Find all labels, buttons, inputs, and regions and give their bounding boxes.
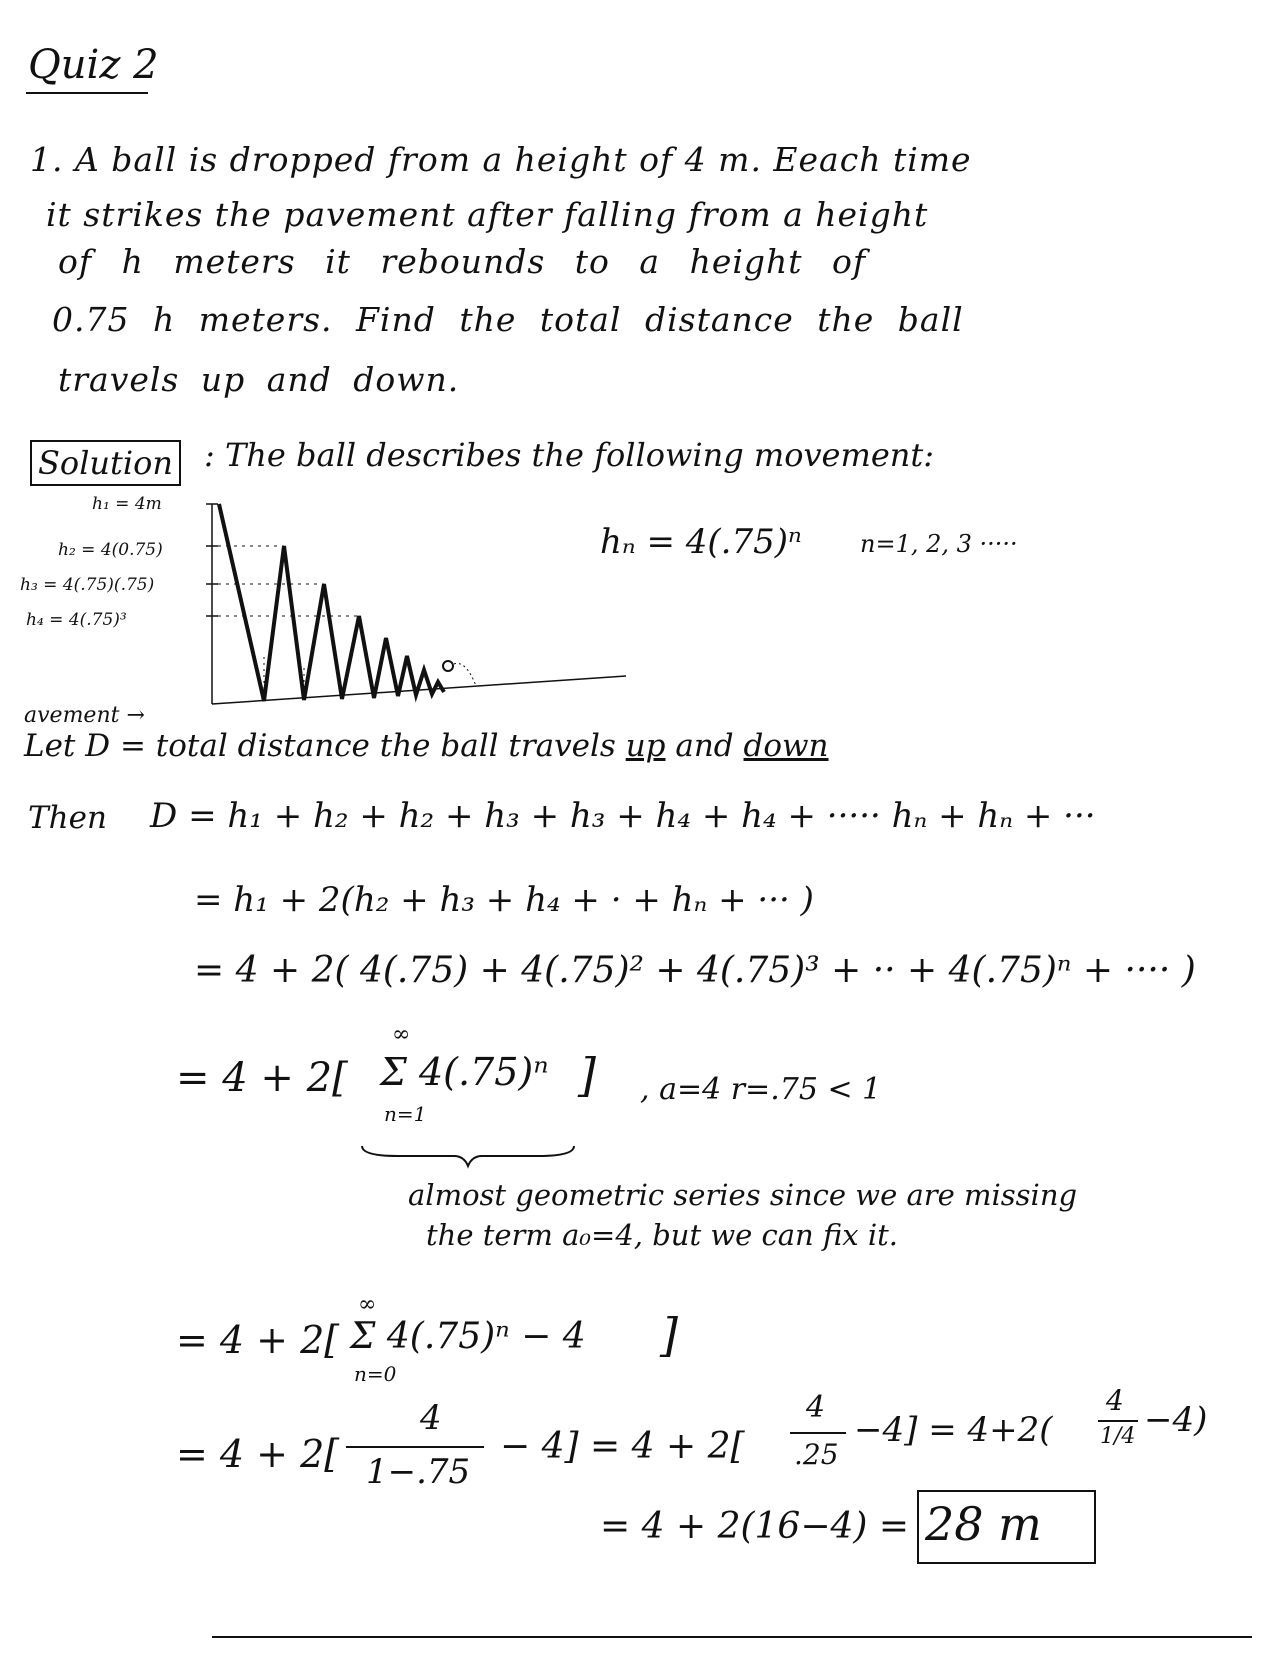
quiz-title: Quiz 2 bbox=[28, 42, 159, 88]
derivation-line-2: = h₁ + 2(h₂ + h₃ + h₄ + · + hₙ + ··· ) bbox=[194, 880, 814, 920]
series-params: , a=4 r=.75 < 1 bbox=[640, 1072, 882, 1107]
let-d-line: Let D = total distance the ball travels up and down bbox=[24, 728, 829, 764]
solution-box: Solution bbox=[30, 440, 181, 486]
label-h2: h₂ = 4(0.75) bbox=[58, 540, 163, 560]
frac2-den: .25 bbox=[794, 1438, 839, 1471]
sum-1-top: ∞ bbox=[392, 1022, 411, 1047]
derivation-line-5-suffix: ] bbox=[660, 1308, 678, 1362]
label-pavement: avement → bbox=[24, 703, 145, 728]
frac3-bar bbox=[1098, 1420, 1138, 1422]
ball bbox=[443, 661, 453, 671]
brace-note-1: almost geometric series since we are missing bbox=[408, 1178, 1078, 1212]
problem-line-5: travels up and down. bbox=[58, 360, 460, 399]
sum-1-body: Σ 4(.75)ⁿ bbox=[380, 1050, 549, 1094]
problem-line-2: it strikes the pavement after falling from a height bbox=[46, 195, 929, 234]
derivation-line-4-suffix: ] bbox=[578, 1048, 596, 1102]
sum-2-top: ∞ bbox=[358, 1292, 377, 1317]
title-underline bbox=[26, 92, 148, 94]
label-h1: h₁ = 4m bbox=[92, 494, 162, 514]
sum-1-bottom: n=1 bbox=[384, 1102, 427, 1126]
underbrace bbox=[358, 1140, 578, 1170]
derivation-line-7: = 4 + 2(16−4) = bbox=[600, 1506, 910, 1547]
label-h4: h₄ = 4(.75)³ bbox=[26, 610, 127, 630]
derivation-line-1: D = h₁ + h₂ + h₂ + h₃ + h₃ + h₄ + h₄ + ····· hₙ + hₙ + ··· bbox=[150, 796, 1096, 836]
problem-line-3: of h meters it rebounds to a height of bbox=[58, 242, 867, 281]
sum-2-bottom: n=0 bbox=[354, 1362, 397, 1386]
derivation-line-6-a: = 4 + 2[ bbox=[176, 1432, 340, 1476]
derivation-line-6-b: − 4] = 4 + 2[ bbox=[500, 1426, 745, 1467]
label-h3: h₃ = 4(.75)(.75) bbox=[20, 575, 155, 595]
bottom-rule bbox=[212, 1636, 1252, 1638]
frac2-num: 4 bbox=[806, 1390, 826, 1425]
sum-2-body: Σ 4(.75)ⁿ − 4 bbox=[350, 1316, 586, 1357]
frac1-num: 4 bbox=[420, 1398, 442, 1438]
bounce-path bbox=[219, 504, 444, 701]
derivation-line-5-prefix: = 4 + 2[ bbox=[176, 1318, 340, 1362]
frac1-bar bbox=[346, 1446, 484, 1448]
derivation-line-6-d: −4) bbox=[1144, 1400, 1208, 1440]
problem-line-4: 0.75 h meters. Find the total distance the ball bbox=[52, 300, 964, 339]
bouncing-ball-diagram bbox=[14, 496, 634, 716]
derivation-line-3: = 4 + 2( 4(.75) + 4(.75)² + 4(.75)³ + ·· + 4(.75)ⁿ + ···· ) bbox=[194, 950, 1196, 991]
frac1-den: 1−.75 bbox=[366, 1452, 471, 1492]
problem-line-1: 1. A ball is dropped from a height of 4 m. Eeach time bbox=[30, 140, 972, 179]
frac3-den: 1/4 bbox=[1100, 1424, 1136, 1449]
solution-intro: : The ball describes the following movement: bbox=[204, 436, 934, 474]
derivation-line-4-prefix: = 4 + 2[ bbox=[176, 1055, 348, 1101]
general-term: hₙ = 4(.75)ⁿ bbox=[600, 522, 802, 562]
brace-note-2: the term a₀=4, but we can fix it. bbox=[426, 1218, 899, 1252]
then-label: Then bbox=[28, 800, 107, 836]
frac2-bar bbox=[790, 1432, 846, 1434]
frac3-num: 4 bbox=[1106, 1384, 1124, 1417]
final-answer: 28 m bbox=[925, 1497, 1042, 1551]
index-range: n=1, 2, 3 ····· bbox=[860, 530, 1018, 558]
derivation-line-6-c: −4] = 4+2( bbox=[854, 1410, 1053, 1450]
